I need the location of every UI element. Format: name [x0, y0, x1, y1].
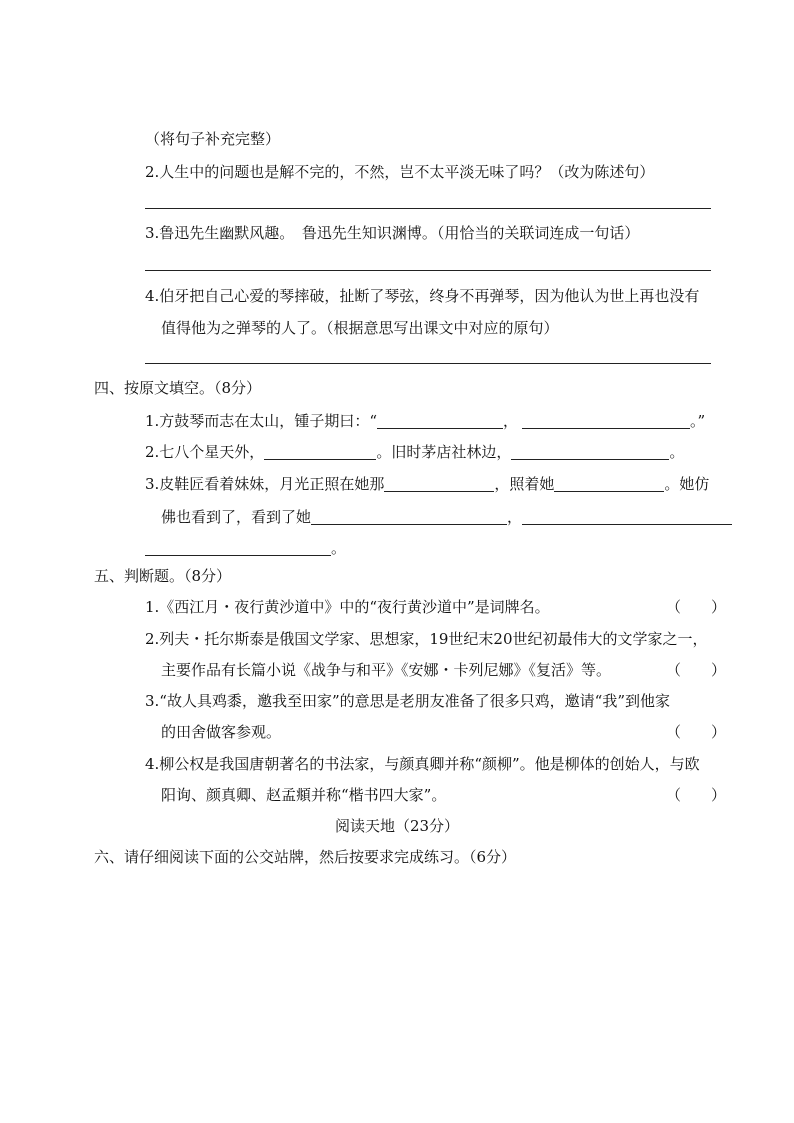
q4-2-mid: 。旧时茅店社林边， — [376, 443, 512, 461]
q4-3-line3-end: 。 — [331, 539, 347, 557]
section5-title: 五、判断题。（8分） — [94, 567, 232, 585]
q4-1-comma: ， — [502, 412, 518, 430]
q4-3-blank-1[interactable] — [384, 475, 494, 492]
section6-title: 六、请仔细阅读下面的公交站牌，然后按要求完成练习。（6分） — [94, 848, 517, 866]
q4-1-line — [145, 411, 705, 431]
q4-2-prefix: 2.七八个星天外， — [145, 443, 265, 461]
q5-3-text-line2: 的田舍做客参观。 — [161, 723, 282, 741]
q4-2-blank-1[interactable] — [264, 443, 376, 460]
q5-1-answer-parens[interactable]: （ ） — [666, 598, 727, 616]
q4-3-blank-2[interactable] — [554, 475, 664, 492]
q3-4-text-line1: 4.伯牙把自己心爱的琴摔破，扯断了琴弦，终身不再弹琴，因为他认为世上再也没有 — [145, 287, 700, 305]
q3-1-instruction: （将句子补充完整） — [145, 130, 281, 148]
q4-3-blank-3[interactable] — [311, 508, 507, 525]
q4-3-line2-prefix: 佛也看到了，看到了她 — [161, 508, 312, 526]
q4-2-end: 。 — [669, 443, 685, 461]
q5-2-answer-parens[interactable]: （ ） — [666, 661, 727, 679]
q4-1-blank-1[interactable] — [377, 412, 503, 429]
q5-2-text-line1: 2.列夫・托尔斯泰是俄国文学家、思想家，19世纪末20世纪初最伟大的文学家之一， — [145, 630, 708, 648]
q3-3-answer-line[interactable] — [145, 270, 711, 271]
q5-3-text-line1: 3.“故人具鸡黍，邀我至田家”的意思是老朋友准备了很多只鸡，邀请“我”到他家 — [145, 692, 670, 710]
q4-3-blank-4[interactable] — [522, 508, 732, 525]
q4-3-line3 — [145, 538, 346, 558]
q3-2-answer-line[interactable] — [145, 208, 711, 209]
q3-3-text: 3.鲁迅先生幽默风趣。 鲁迅先生知识渊博。（用恰当的关联词连成一句话） — [145, 224, 640, 242]
q4-3-line1 — [145, 474, 709, 494]
q4-3-line2 — [161, 507, 732, 527]
q5-3-answer-parens[interactable]: （ ） — [666, 723, 727, 741]
q3-2-text: 2.人生中的问题也是解不完的，不然，岂不太平淡无味了吗？（改为陈述句） — [145, 163, 655, 181]
q5-4-text-line1: 4.柳公权是我国唐朝著名的书法家，与颜真卿并称“颜柳”。他是柳体的创始人，与欧 — [145, 755, 700, 773]
q4-2-line — [145, 442, 684, 462]
q4-3-prefix: 3.皮鞋匠看着妹妹，月光正照在她那 — [145, 475, 385, 493]
q4-1-blank-2[interactable] — [522, 412, 690, 429]
q4-3-end: 。她仿 — [664, 475, 710, 493]
q4-1-end: 。” — [690, 412, 706, 430]
q4-3-mid: ，照着她 — [494, 475, 555, 493]
q3-4-text-line2: 值得他为之弹琴的人了。（根据意思写出课文中对应的原句） — [161, 319, 559, 337]
q5-1-text: 1.《西江月・夜行黄沙道中》中的“夜行黄沙道中”是词牌名。 — [145, 598, 550, 616]
q4-3-line2-comma: ， — [507, 508, 523, 526]
reading-section-heading: 阅读天地（23分） — [334, 817, 460, 835]
q5-2-text-line2: 主要作品有长篇小说《战争与和平》《安娜・卡列尼娜》《复活》等。 — [161, 661, 612, 679]
q4-2-blank-2[interactable] — [511, 443, 669, 460]
q4-3-blank-5[interactable] — [145, 539, 331, 556]
q5-4-answer-parens[interactable]: （ ） — [666, 786, 727, 804]
q3-4-answer-line[interactable] — [145, 363, 711, 364]
section4-title: 四、按原文填空。（8分） — [94, 379, 262, 397]
q5-4-text-line2: 阳询、颜真卿、赵孟頫并称“楷书四大家”。 — [161, 786, 447, 804]
q4-1-prefix-text: 1.方鼓琴而志在太山，锺子期曰：“ — [145, 412, 377, 430]
